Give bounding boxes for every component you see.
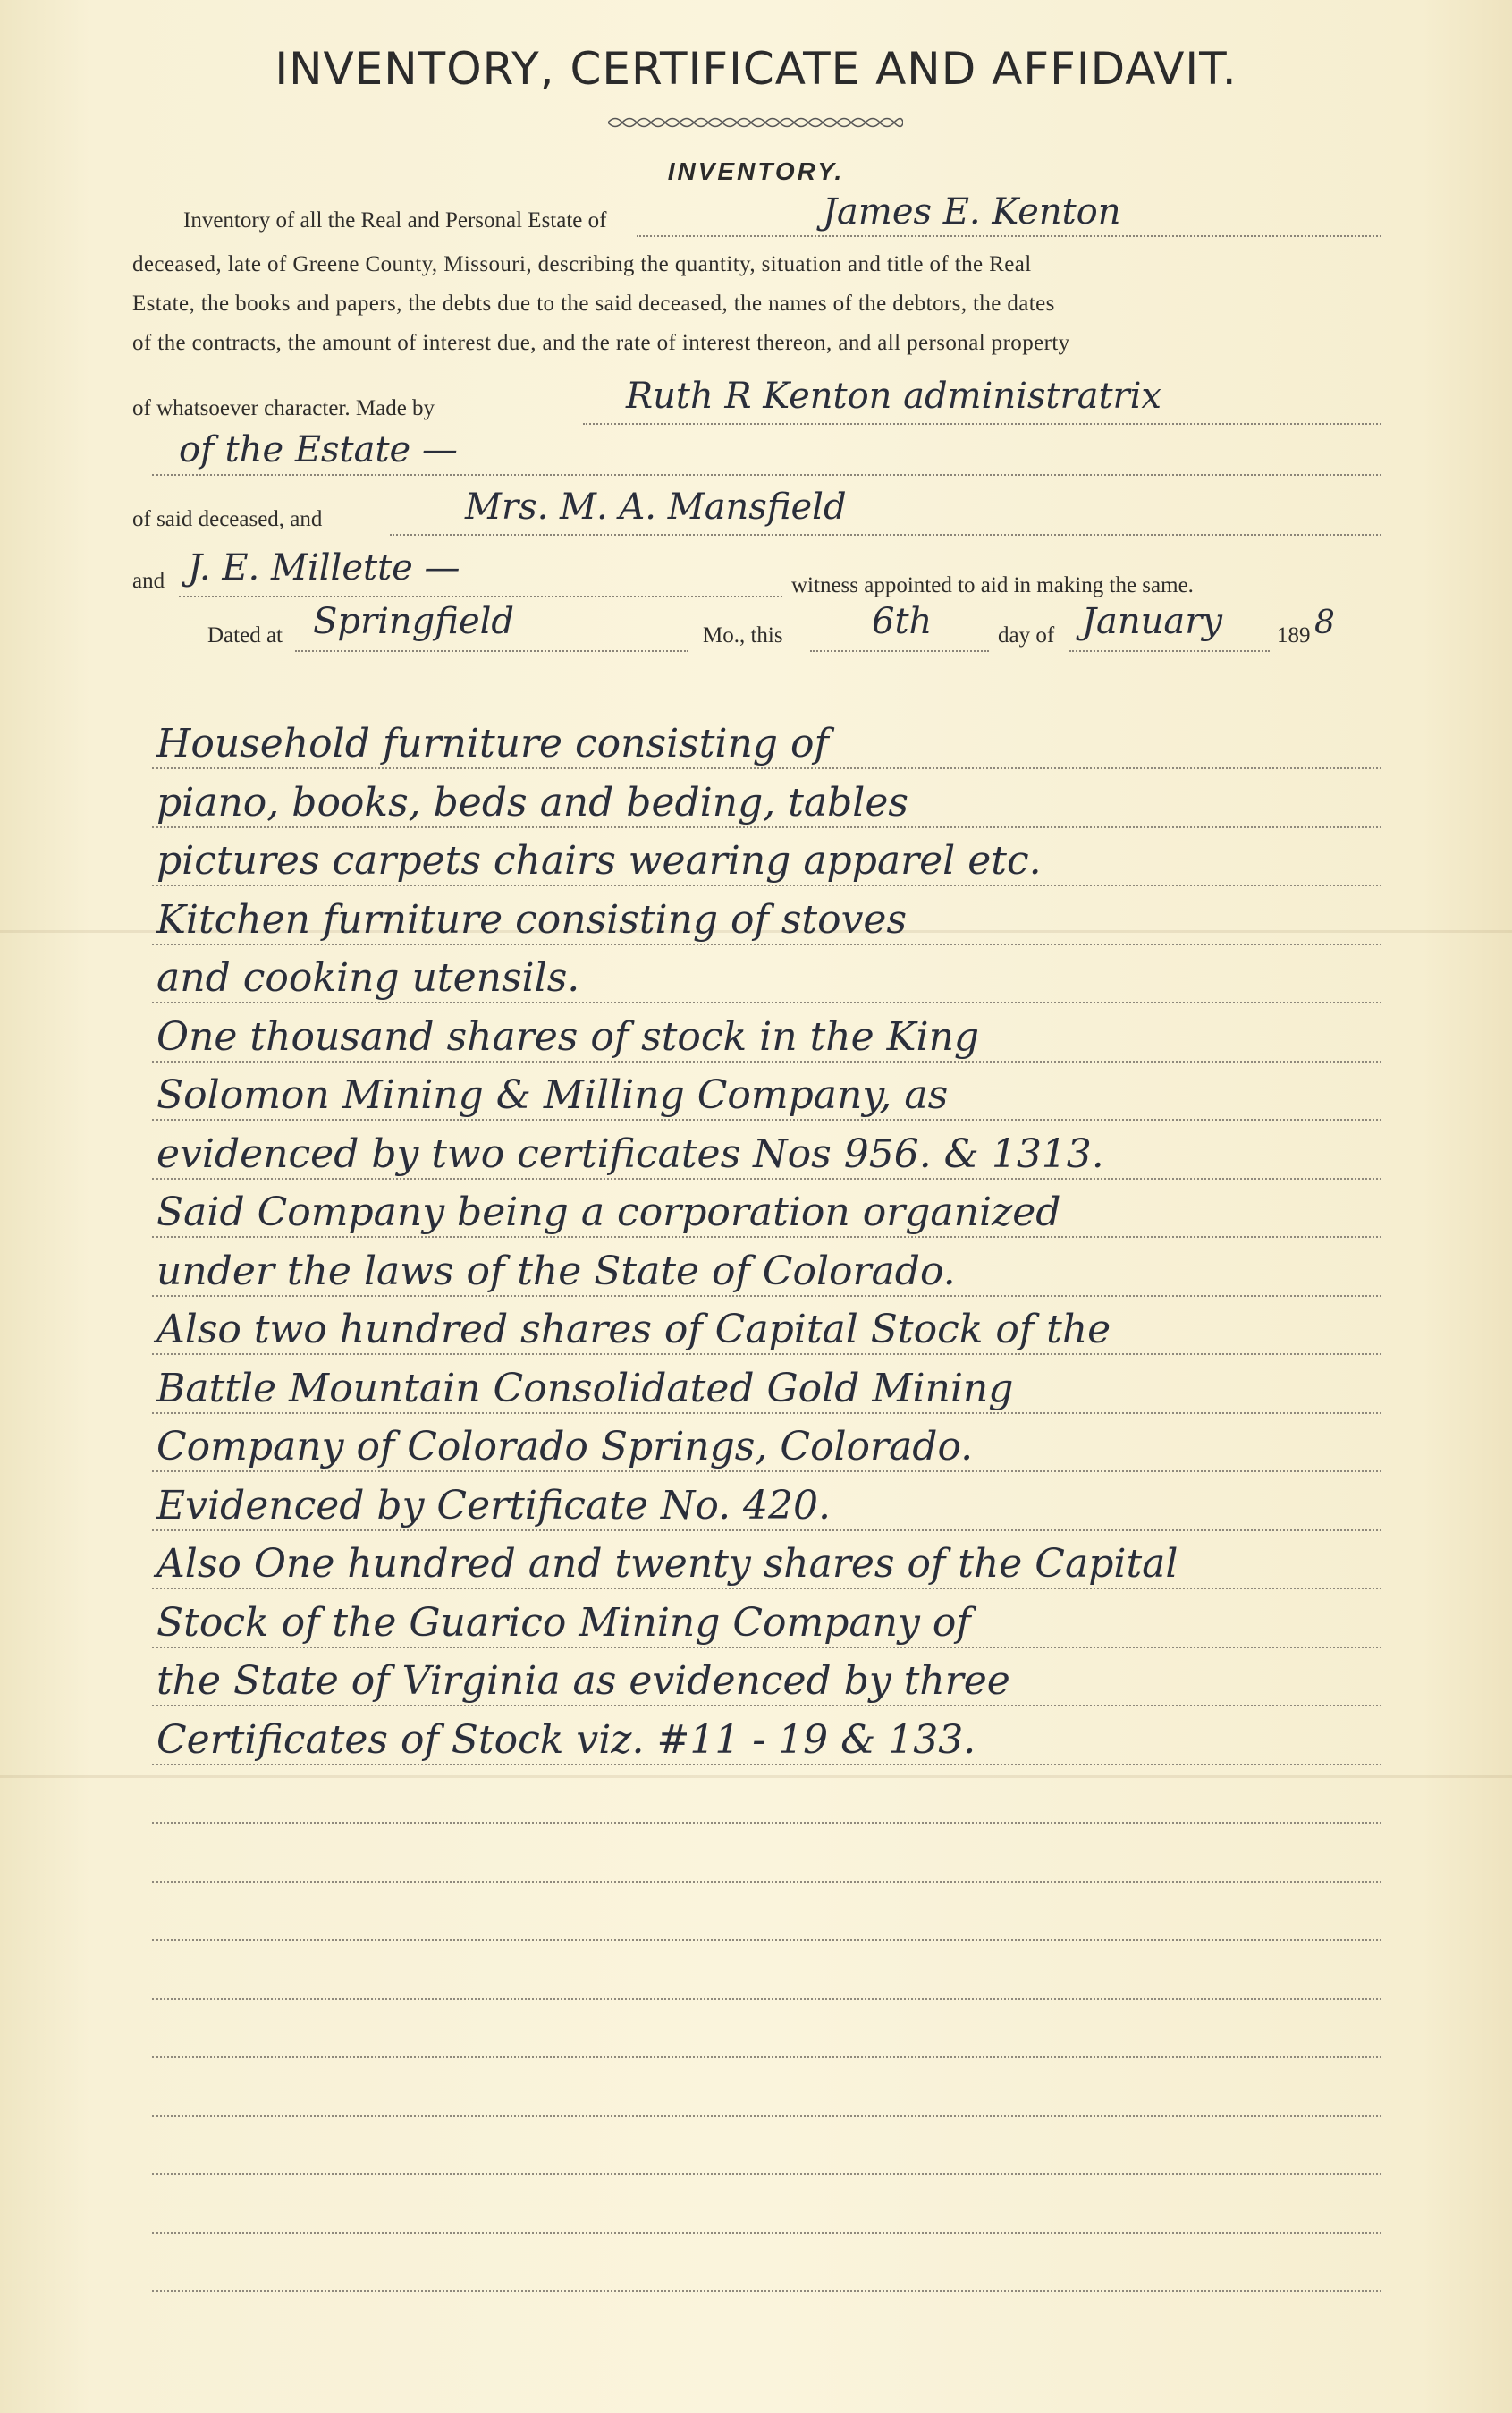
inventory-entry-line: Certificates of Stock viz. #11 - 19 & 133. [156,1717,976,1763]
day-field: 6th [872,601,933,642]
ruled-line [152,2173,1381,2175]
ruled-line [152,1588,1381,1589]
witness1-line [390,534,1381,536]
ruled-line [152,1178,1381,1180]
inventory-entry-line: evidenced by two certificates Nos 956. & 1313. [156,1131,1104,1177]
ruled-line [152,1764,1381,1765]
year-digit-field: 8 [1314,605,1335,641]
printed-year: 189 [1277,623,1311,648]
inventory-entry-line: the State of Virginia as evidenced by three [156,1658,1010,1704]
inventory-entry-line: Solomon Mining & Milling Company, as [156,1072,949,1118]
paper-fold [0,1775,1512,1778]
made-by-line [583,423,1381,425]
printed-dated-at: Dated at [207,623,283,648]
ruled-line [152,2056,1381,2058]
inventory-entry-line: piano, books, beds and beding, tables [156,780,908,826]
ruled-line [152,1061,1381,1063]
document-title: INVENTORY, CERTIFICATE AND AFFIDAVIT. [275,43,1237,95]
ruled-line [152,1295,1381,1297]
ruled-line [152,1002,1381,1003]
printed-mo-this: Mo., this [703,623,783,648]
ruled-line [152,1353,1381,1355]
ruled-line [152,1470,1381,1472]
place-line [295,650,688,652]
ruled-line [152,2232,1381,2234]
inventory-entry-line: Household furniture consisting of [156,721,829,766]
place-field: Springfield [313,601,515,642]
deceased-name-field: James E. Kenton [823,191,1121,233]
ruled-line [152,1412,1381,1414]
ornament-rule [608,114,903,131]
witness2-field: J. E. Millette — [188,547,460,588]
made-by-cont-line [152,474,1381,476]
inventory-entry-line: under the laws of the State of Colorado. [156,1249,956,1294]
ruled-line [152,1822,1381,1824]
ruled-line [152,1119,1381,1121]
ruled-line [152,1236,1381,1238]
inventory-entry-line: Also two hundred shares of Capital Stock of the [156,1307,1111,1352]
made-by-field: Ruth R Kenton administratrix [626,376,1161,417]
printed-and: and [132,569,165,593]
month-line [1069,650,1270,652]
inventory-entry-line: Evidenced by Certificate No. 420. [156,1483,832,1528]
printed-witness: witness appointed to aid in making the same. [791,573,1194,597]
ruled-line [152,767,1381,769]
ruled-line [152,2115,1381,2117]
inventory-entry-line: pictures carpets chairs wearing apparel etc. [156,838,1042,884]
witness2-line [179,596,782,597]
section-heading: INVENTORY. [667,157,845,185]
inventory-entry-line: Said Company being a corporation organized [156,1190,1061,1235]
ruled-line [152,1705,1381,1706]
printed-line-3: Estate, the books and papers, the debts due to the said deceased, the names of the debtors, the dates [132,292,1055,316]
inventory-entry-line: and cooking utensils. [156,955,580,1001]
ruled-line [152,1939,1381,1941]
printed-day-of: day of [998,623,1055,648]
printed-line-2: deceased, late of Greene County, Missouri, describing the quantity, situation and title of the Real [132,252,1032,276]
witness1-field: Mrs. M. A. Mansfield [465,487,847,528]
made-by-cont-field: of the Estate — [179,429,458,470]
inventory-entry-line: Kitchen furniture consisting of stoves [156,897,908,943]
printed-inventory-of: Inventory of all the Real and Personal Estate of [183,208,607,233]
ruled-line [152,1647,1381,1648]
printed-made-by: of whatsoever character. Made by [132,396,435,420]
inventory-entry-line: Also One hundred and twenty shares of the Capital [156,1541,1178,1587]
printed-said-deceased: of said deceased, and [132,507,323,531]
inventory-entry-line: Company of Colorado Springs, Colorado. [156,1424,974,1469]
month-field: January [1082,601,1222,642]
ruled-line [152,885,1381,886]
inventory-entry-line: Stock of the Guarico Mining Company of [156,1600,971,1646]
ruled-line [152,826,1381,828]
inventory-entry-line: One thousand shares of stock in the King [156,1014,980,1060]
ruled-line [152,2290,1381,2292]
ruled-line [152,1998,1381,2000]
deceased-name-line [637,235,1381,237]
day-line [810,650,989,652]
ruled-line [152,1529,1381,1531]
printed-line-4: of the contracts, the amount of interest due, and the rate of interest thereon, and all personal property [132,331,1070,355]
inventory-entry-line: Battle Mountain Consolidated Gold Mining [156,1366,1014,1411]
ruled-line [152,944,1381,945]
ruled-line [152,1881,1381,1883]
